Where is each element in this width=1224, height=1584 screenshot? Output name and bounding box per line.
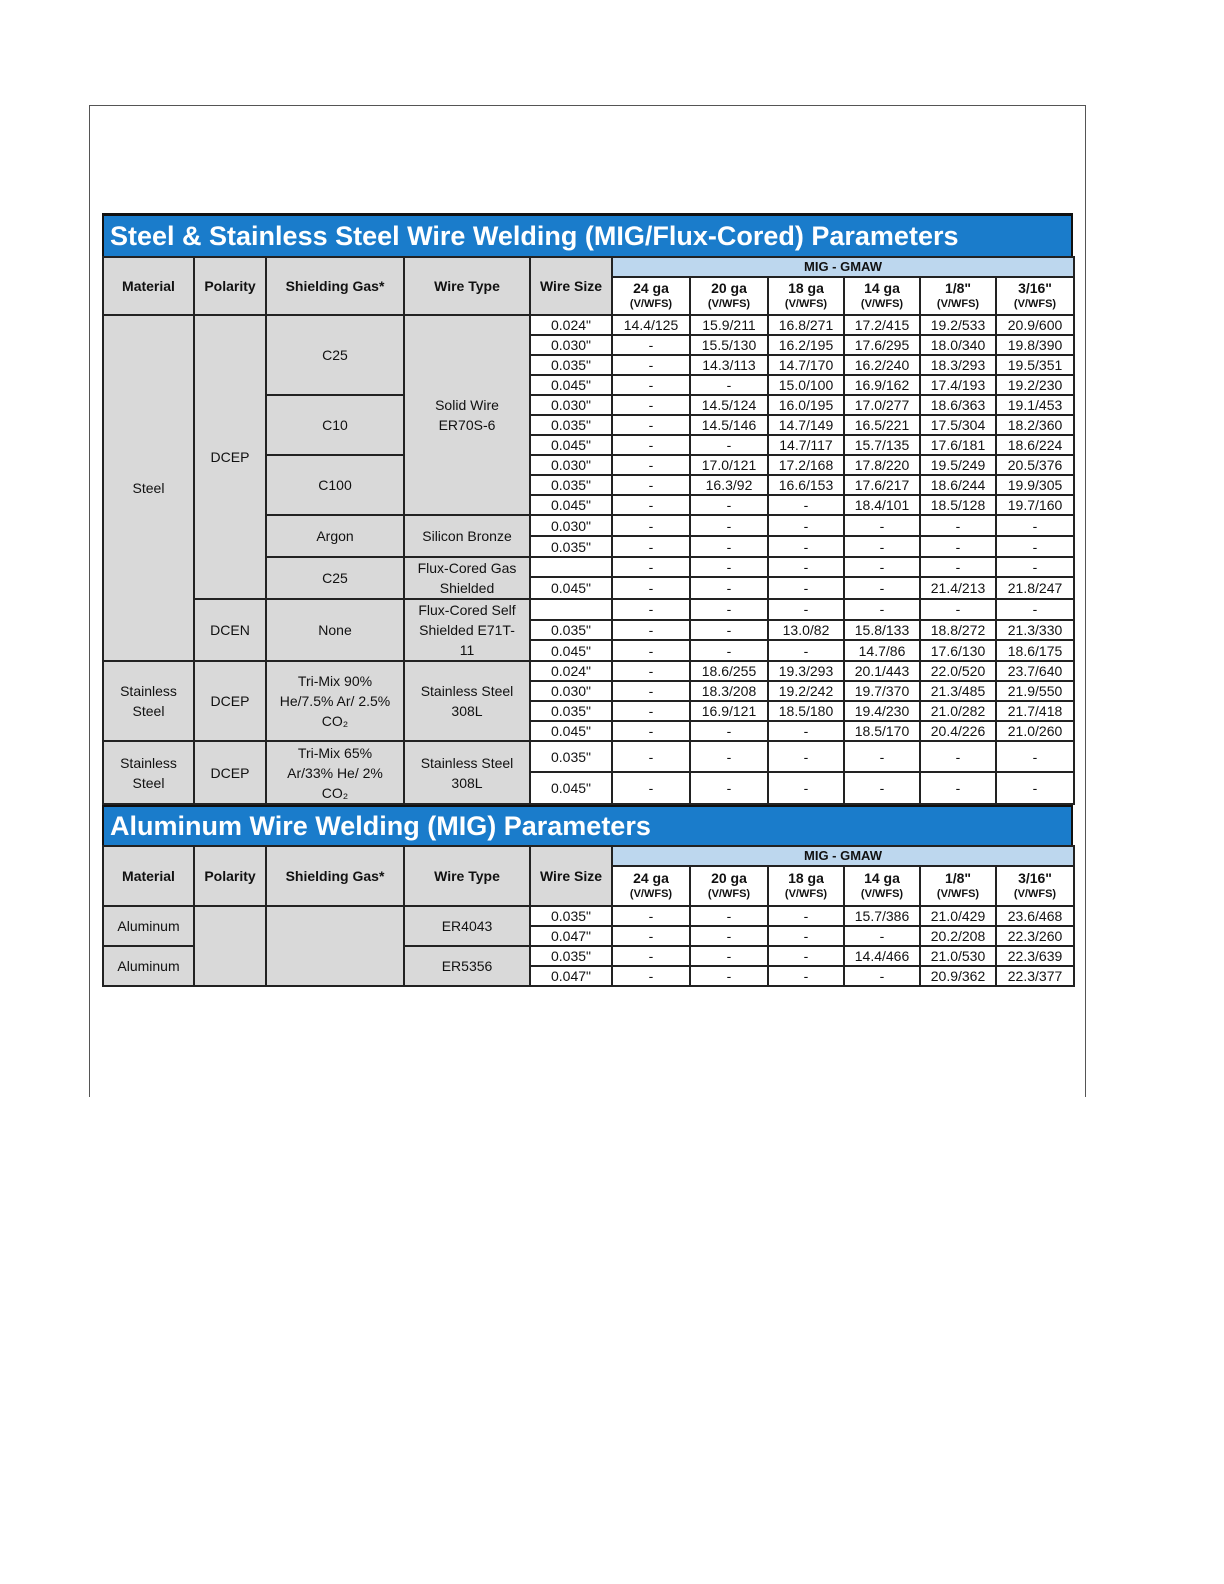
wire-size-cell: 0.045" xyxy=(530,375,612,395)
parameter-value-cell: 17.0/277 xyxy=(844,395,920,415)
parameter-value-cell: 17.2/168 xyxy=(768,455,844,475)
parameter-value-cell: 21.9/550 xyxy=(996,681,1074,701)
parameter-value-cell: 18.6/224 xyxy=(996,435,1074,455)
parameter-value-cell: 22.3/639 xyxy=(996,946,1074,966)
parameter-value-cell: - xyxy=(612,455,690,475)
parameter-value-cell: 17.8/220 xyxy=(844,455,920,475)
parameter-value-cell: 17.5/304 xyxy=(920,415,996,435)
parameter-value-cell: - xyxy=(612,577,690,599)
wire-size-cell: 0.045" xyxy=(530,577,612,599)
parameter-value-cell: 23.7/640 xyxy=(996,661,1074,681)
wire-size-cell: 0.045" xyxy=(530,772,612,804)
parameter-value-cell: - xyxy=(690,926,768,946)
wire-size-cell: 0.030" xyxy=(530,681,612,701)
parameter-value-cell: - xyxy=(612,495,690,515)
wire-size-cell: 0.024" xyxy=(530,315,612,335)
parameter-value-cell: - xyxy=(844,536,920,557)
parameter-value-cell: 18.4/101 xyxy=(844,495,920,515)
parameter-value-cell: - xyxy=(996,599,1074,620)
parameter-value-cell: - xyxy=(690,515,768,536)
parameter-value-cell: 14.3/113 xyxy=(690,355,768,375)
parameter-value-cell: - xyxy=(768,946,844,966)
parameter-value-cell: - xyxy=(612,375,690,395)
parameter-value-cell: - xyxy=(690,375,768,395)
parameter-value-cell: - xyxy=(612,536,690,557)
parameter-value-cell: - xyxy=(768,741,844,772)
parameter-value-cell: 17.6/130 xyxy=(920,640,996,661)
gauge-header: 24 ga (V/WFS) xyxy=(612,866,690,906)
parameter-value-cell: - xyxy=(844,515,920,536)
parameter-value-cell: - xyxy=(612,772,690,804)
parameter-value-cell: - xyxy=(920,599,996,620)
shielding-gas-cell-label: C10 xyxy=(322,417,348,433)
gauge-header: 24 ga (V/WFS) xyxy=(612,277,690,315)
gauge-header: 20 ga (V/WFS) xyxy=(690,277,768,315)
parameter-value-cell: 14.4/466 xyxy=(844,946,920,966)
parameter-value-cell: - xyxy=(612,721,690,741)
wire-type-cell-label: Solid Wire ER70S-6 xyxy=(435,397,499,433)
parameter-value-cell: - xyxy=(768,926,844,946)
parameter-value-cell: 14.7/149 xyxy=(768,415,844,435)
parameter-value-cell: - xyxy=(690,946,768,966)
parameter-value-cell: 16.8/271 xyxy=(768,315,844,335)
wire-type-cell-label: Flux-Cored Gas Shielded xyxy=(417,560,517,596)
shielding-gas-cell-label: None xyxy=(318,622,352,638)
parameter-value-cell: - xyxy=(612,515,690,536)
parameter-value-cell: 21.0/282 xyxy=(920,701,996,721)
wire-size-cell: 0.035" xyxy=(530,946,612,966)
gauge-header: 14 ga (V/WFS) xyxy=(844,866,920,906)
wire-size-cell: 0.045" xyxy=(530,721,612,741)
parameter-value-cell: 22.0/520 xyxy=(920,661,996,681)
parameter-value-cell: 22.3/260 xyxy=(996,926,1074,946)
parameter-value-cell: - xyxy=(690,536,768,557)
steel-section-title: Steel & Stainless Steel Wire Welding (MIG/Flux-Cored) Parameters xyxy=(102,213,1073,256)
parameter-value-cell: - xyxy=(920,772,996,804)
col-header-shielding-gas: Shielding Gas* xyxy=(266,846,404,906)
shielding-gas-cell xyxy=(266,395,404,455)
parameter-value-cell: - xyxy=(844,966,920,986)
wire-type-cell xyxy=(404,515,530,557)
parameter-value-cell: 21.0/530 xyxy=(920,946,996,966)
parameter-value-cell: - xyxy=(612,355,690,375)
parameter-value-cell: 18.6/363 xyxy=(920,395,996,415)
parameter-value-cell: 19.2/242 xyxy=(768,681,844,701)
wire-size-cell: 0.030" xyxy=(530,335,612,355)
material-cell xyxy=(103,906,194,946)
parameter-value-cell: 16.5/221 xyxy=(844,415,920,435)
wire-size-cell: 0.035" xyxy=(530,415,612,435)
parameter-value-cell: 16.0/195 xyxy=(768,395,844,415)
shielding-gas-cell xyxy=(266,557,404,599)
shielding-gas-cell xyxy=(266,455,404,515)
wire-size-cell: 0.045" xyxy=(530,495,612,515)
parameter-value-cell: 13.0/82 xyxy=(768,620,844,641)
wire-size-cell: 0.035" xyxy=(530,620,612,641)
wire-type-cell-label: Flux-Cored Self Shielded E71T-11 xyxy=(418,602,516,658)
shielding-gas-cell xyxy=(266,906,404,986)
col-header-material: Material xyxy=(103,846,194,906)
parameter-value-cell: 19.8/390 xyxy=(996,335,1074,355)
parameter-value-cell: - xyxy=(612,741,690,772)
parameter-value-cell: 14.7/170 xyxy=(768,355,844,375)
parameter-value-cell: 18.0/340 xyxy=(920,335,996,355)
process-label: MIG - GMAW xyxy=(612,257,1074,277)
parameter-value-cell: 16.2/240 xyxy=(844,355,920,375)
gauge-header: 14 ga (V/WFS) xyxy=(844,277,920,315)
parameter-value-cell: 18.2/360 xyxy=(996,415,1074,435)
parameter-value-cell: - xyxy=(690,772,768,804)
parameter-value-cell: 15.9/211 xyxy=(690,315,768,335)
shielding-gas-cell-label: C25 xyxy=(322,570,348,586)
parameter-value-cell: 14.4/125 xyxy=(612,315,690,335)
parameter-value-cell: 20.5/376 xyxy=(996,455,1074,475)
shielding-gas-cell-label: Tri-Mix 65% Ar/33% He/ 2% CO₂ xyxy=(287,744,383,801)
parameter-value-cell: - xyxy=(612,620,690,641)
shielding-gas-cell xyxy=(266,741,404,804)
wire-size-cell: 0.035" xyxy=(530,475,612,495)
parameter-value-cell: - xyxy=(690,721,768,741)
parameter-value-cell: - xyxy=(690,906,768,926)
parameter-value-cell: 17.6/295 xyxy=(844,335,920,355)
parameter-value-cell: - xyxy=(768,515,844,536)
material-cell-label: Aluminum xyxy=(117,918,180,934)
parameter-value-cell: - xyxy=(612,435,690,455)
parameter-value-cell: - xyxy=(920,536,996,557)
wire-size-cell: 0.045" xyxy=(530,435,612,455)
wire-type-cell-label: Stainless Steel 308L xyxy=(420,754,514,791)
parameter-value-cell: - xyxy=(844,926,920,946)
parameter-value-cell: 20.9/362 xyxy=(920,966,996,986)
parameter-value-cell: 18.3/293 xyxy=(920,355,996,375)
parameter-value-cell: - xyxy=(612,906,690,926)
parameter-value-cell: 19.2/230 xyxy=(996,375,1074,395)
shielding-gas-cell xyxy=(266,599,404,661)
parameter-value-cell: 16.9/121 xyxy=(690,701,768,721)
parameter-value-cell: - xyxy=(768,599,844,620)
material-cell xyxy=(103,741,194,804)
parameter-value-cell: - xyxy=(612,926,690,946)
polarity-cell xyxy=(194,315,266,599)
col-header-polarity: Polarity xyxy=(194,257,266,315)
parameter-value-cell: 21.8/247 xyxy=(996,577,1074,599)
parameter-value-cell: - xyxy=(690,620,768,641)
parameter-value-cell: 16.6/153 xyxy=(768,475,844,495)
material-cell-label: Aluminum xyxy=(117,958,180,974)
parameter-value-cell: 18.8/272 xyxy=(920,620,996,641)
parameter-value-cell: - xyxy=(920,741,996,772)
steel-parameters-table xyxy=(102,256,1075,805)
col-header-wire-type: Wire Type xyxy=(404,257,530,315)
wire-size-cell xyxy=(530,557,612,577)
wire-size-cell: 0.030" xyxy=(530,515,612,536)
parameter-value-cell: 17.2/415 xyxy=(844,315,920,335)
shielding-gas-cell xyxy=(266,315,404,395)
parameter-value-cell: - xyxy=(768,577,844,599)
parameter-value-cell: 19.3/293 xyxy=(768,661,844,681)
wire-size-cell: 0.030" xyxy=(530,395,612,415)
parameter-value-cell: 19.9/305 xyxy=(996,475,1074,495)
parameter-value-cell: 15.5/130 xyxy=(690,335,768,355)
parameter-value-cell: - xyxy=(690,640,768,661)
parameter-value-cell: 21.0/429 xyxy=(920,906,996,926)
wire-size-cell: 0.035" xyxy=(530,701,612,721)
shielding-gas-cell xyxy=(266,515,404,557)
parameter-value-cell: - xyxy=(768,721,844,741)
parameter-value-cell: 21.3/330 xyxy=(996,620,1074,641)
parameter-value-cell: - xyxy=(612,966,690,986)
material-cell xyxy=(103,315,194,661)
col-header-polarity: Polarity xyxy=(194,846,266,906)
table-row xyxy=(103,906,1074,926)
parameter-value-cell: - xyxy=(844,577,920,599)
col-header-shielding-gas: Shielding Gas* xyxy=(266,257,404,315)
parameter-value-cell: 18.6/244 xyxy=(920,475,996,495)
shielding-gas-cell-label: C100 xyxy=(318,477,352,493)
parameter-value-cell: - xyxy=(844,599,920,620)
polarity-cell-label: DCEP xyxy=(210,764,250,781)
parameter-value-cell: 15.8/133 xyxy=(844,620,920,641)
material-cell-label: Stainless Steel xyxy=(120,754,177,791)
gauge-header: 18 ga (V/WFS) xyxy=(768,277,844,315)
wire-type-cell-label: Stainless Steel 308L xyxy=(420,683,514,719)
parameter-value-cell: - xyxy=(612,475,690,495)
parameter-value-cell: 17.0/121 xyxy=(690,455,768,475)
parameter-value-cell: - xyxy=(996,515,1074,536)
parameter-value-cell: - xyxy=(612,681,690,701)
parameter-value-cell: 21.3/485 xyxy=(920,681,996,701)
polarity-cell xyxy=(194,661,266,741)
parameter-value-cell: 20.1/443 xyxy=(844,661,920,681)
parameter-value-cell: - xyxy=(612,946,690,966)
parameter-value-cell: - xyxy=(768,557,844,577)
col-header-wire-size: Wire Size xyxy=(530,257,612,315)
parameter-value-cell: 16.3/92 xyxy=(690,475,768,495)
polarity-cell xyxy=(194,741,266,804)
parameter-value-cell: 17.4/193 xyxy=(920,375,996,395)
parameter-value-cell: - xyxy=(768,640,844,661)
wire-size-cell: 0.035" xyxy=(530,741,612,772)
parameter-value-cell: - xyxy=(768,966,844,986)
parameter-value-cell: - xyxy=(996,772,1074,804)
parameter-value-cell: - xyxy=(690,557,768,577)
parameter-value-cell: - xyxy=(768,495,844,515)
parameter-value-cell: 15.0/100 xyxy=(768,375,844,395)
parameter-value-cell: - xyxy=(690,599,768,620)
parameter-value-cell: - xyxy=(612,599,690,620)
wire-size-cell: 0.047" xyxy=(530,926,612,946)
parameter-value-cell: 14.5/146 xyxy=(690,415,768,435)
wire-type-cell xyxy=(404,741,530,804)
material-cell-label: Steel xyxy=(132,480,165,496)
shielding-gas-cell-label: Argon xyxy=(316,528,354,544)
wire-size-cell: 0.024" xyxy=(530,661,612,681)
material-cell xyxy=(103,946,194,986)
parameter-value-cell: 17.6/217 xyxy=(844,475,920,495)
parameter-value-cell: 21.7/418 xyxy=(996,701,1074,721)
parameter-value-cell: - xyxy=(690,966,768,986)
wire-size-cell xyxy=(530,599,612,620)
parameter-value-cell: 18.5/128 xyxy=(920,495,996,515)
parameter-value-cell: - xyxy=(996,557,1074,577)
parameter-value-cell: 20.4/226 xyxy=(920,721,996,741)
parameter-value-cell: 18.5/170 xyxy=(844,721,920,741)
parameter-value-cell: - xyxy=(690,435,768,455)
parameter-value-cell: - xyxy=(612,395,690,415)
polarity-cell-label: DCEP xyxy=(210,693,250,709)
parameter-value-cell: - xyxy=(612,335,690,355)
parameter-value-cell: 21.4/213 xyxy=(920,577,996,599)
parameter-value-cell: 18.3/208 xyxy=(690,681,768,701)
col-header-material: Material xyxy=(103,257,194,315)
table-row xyxy=(103,599,1074,620)
polarity-cell xyxy=(194,906,266,986)
parameter-value-cell: 21.0/260 xyxy=(996,721,1074,741)
table-row xyxy=(103,661,1074,681)
wire-type-cell-label: ER5356 xyxy=(441,958,493,974)
polarity-cell-label: DCEN xyxy=(210,622,250,638)
gauge-header: 3/16" (V/WFS) xyxy=(996,866,1074,906)
wire-size-cell: 0.045" xyxy=(530,640,612,661)
aluminum-parameters-table xyxy=(102,845,1075,987)
parameter-value-cell: 15.7/135 xyxy=(844,435,920,455)
parameter-value-cell: 19.7/160 xyxy=(996,495,1074,515)
parameter-value-cell: - xyxy=(612,661,690,681)
parameter-value-cell: 19.7/370 xyxy=(844,681,920,701)
parameter-value-cell: - xyxy=(768,536,844,557)
parameter-value-cell: 19.2/533 xyxy=(920,315,996,335)
parameter-value-cell: 14.7/117 xyxy=(768,435,844,455)
parameter-value-cell: 19.5/351 xyxy=(996,355,1074,375)
parameter-value-cell: 16.9/162 xyxy=(844,375,920,395)
wire-size-cell: 0.035" xyxy=(530,355,612,375)
process-label: MIG - GMAW xyxy=(612,846,1074,866)
parameter-value-cell: 18.6/175 xyxy=(996,640,1074,661)
polarity-cell-label: DCEP xyxy=(210,449,250,465)
col-header-wire-type: Wire Type xyxy=(404,846,530,906)
shielding-gas-cell xyxy=(266,661,404,741)
aluminum-section-title: Aluminum Wire Welding (MIG) Parameters xyxy=(102,805,1073,845)
parameter-value-cell: - xyxy=(612,415,690,435)
parameter-value-cell: 14.7/86 xyxy=(844,640,920,661)
wire-size-cell: 0.035" xyxy=(530,906,612,926)
parameter-value-cell: - xyxy=(768,772,844,804)
parameter-value-cell: 16.2/195 xyxy=(768,335,844,355)
wire-type-cell xyxy=(404,599,530,661)
parameter-value-cell: - xyxy=(920,515,996,536)
parameter-value-cell: - xyxy=(920,557,996,577)
wire-size-cell: 0.030" xyxy=(530,455,612,475)
parameter-value-cell: - xyxy=(844,557,920,577)
parameter-value-cell: - xyxy=(844,741,920,772)
parameters-sheet xyxy=(102,213,1073,987)
parameter-value-cell: 18.5/180 xyxy=(768,701,844,721)
shielding-gas-cell-label: C25 xyxy=(322,347,348,363)
parameter-value-cell: 17.6/181 xyxy=(920,435,996,455)
gauge-header: 18 ga (V/WFS) xyxy=(768,866,844,906)
parameter-value-cell: - xyxy=(612,701,690,721)
parameter-value-cell: 22.3/377 xyxy=(996,966,1074,986)
table-row xyxy=(103,741,1074,772)
gauge-header: 20 ga (V/WFS) xyxy=(690,866,768,906)
parameter-value-cell: - xyxy=(996,741,1074,772)
parameter-value-cell: - xyxy=(690,741,768,772)
wire-size-cell: 0.047" xyxy=(530,966,612,986)
wire-size-cell: 0.035" xyxy=(530,536,612,557)
wire-type-cell-label: Silicon Bronze xyxy=(422,528,512,544)
shielding-gas-cell-label: Tri-Mix 90% He/7.5% Ar/ 2.5% CO₂ xyxy=(279,673,391,729)
wire-type-cell xyxy=(404,906,530,946)
parameter-value-cell: - xyxy=(996,536,1074,557)
material-cell-label: Stainless Steel xyxy=(120,683,177,719)
parameter-value-cell: 15.7/386 xyxy=(844,906,920,926)
wire-type-cell xyxy=(404,557,530,599)
polarity-cell xyxy=(194,599,266,661)
material-cell xyxy=(103,661,194,741)
parameter-value-cell: - xyxy=(768,906,844,926)
parameter-value-cell: 19.4/230 xyxy=(844,701,920,721)
parameter-value-cell: 20.9/600 xyxy=(996,315,1074,335)
gauge-header: 3/16" (V/WFS) xyxy=(996,277,1074,315)
table-row xyxy=(103,315,1074,335)
parameter-value-cell: - xyxy=(690,577,768,599)
parameter-value-cell: - xyxy=(612,640,690,661)
wire-type-cell xyxy=(404,661,530,741)
parameter-value-cell: - xyxy=(844,772,920,804)
wire-type-cell xyxy=(404,315,530,515)
wire-type-cell-label: ER4043 xyxy=(441,918,493,934)
gauge-header: 1/8" (V/WFS) xyxy=(920,866,996,906)
wire-type-cell xyxy=(404,946,530,986)
parameter-value-cell: 14.5/124 xyxy=(690,395,768,415)
parameter-value-cell: - xyxy=(612,557,690,577)
parameter-value-cell: 19.1/453 xyxy=(996,395,1074,415)
gauge-header: 1/8" (V/WFS) xyxy=(920,277,996,315)
parameter-value-cell: 18.6/255 xyxy=(690,661,768,681)
parameter-value-cell: - xyxy=(690,495,768,515)
parameter-value-cell: 19.5/249 xyxy=(920,455,996,475)
parameter-value-cell: 23.6/468 xyxy=(996,906,1074,926)
col-header-wire-size: Wire Size xyxy=(530,846,612,906)
parameter-value-cell: 20.2/208 xyxy=(920,926,996,946)
